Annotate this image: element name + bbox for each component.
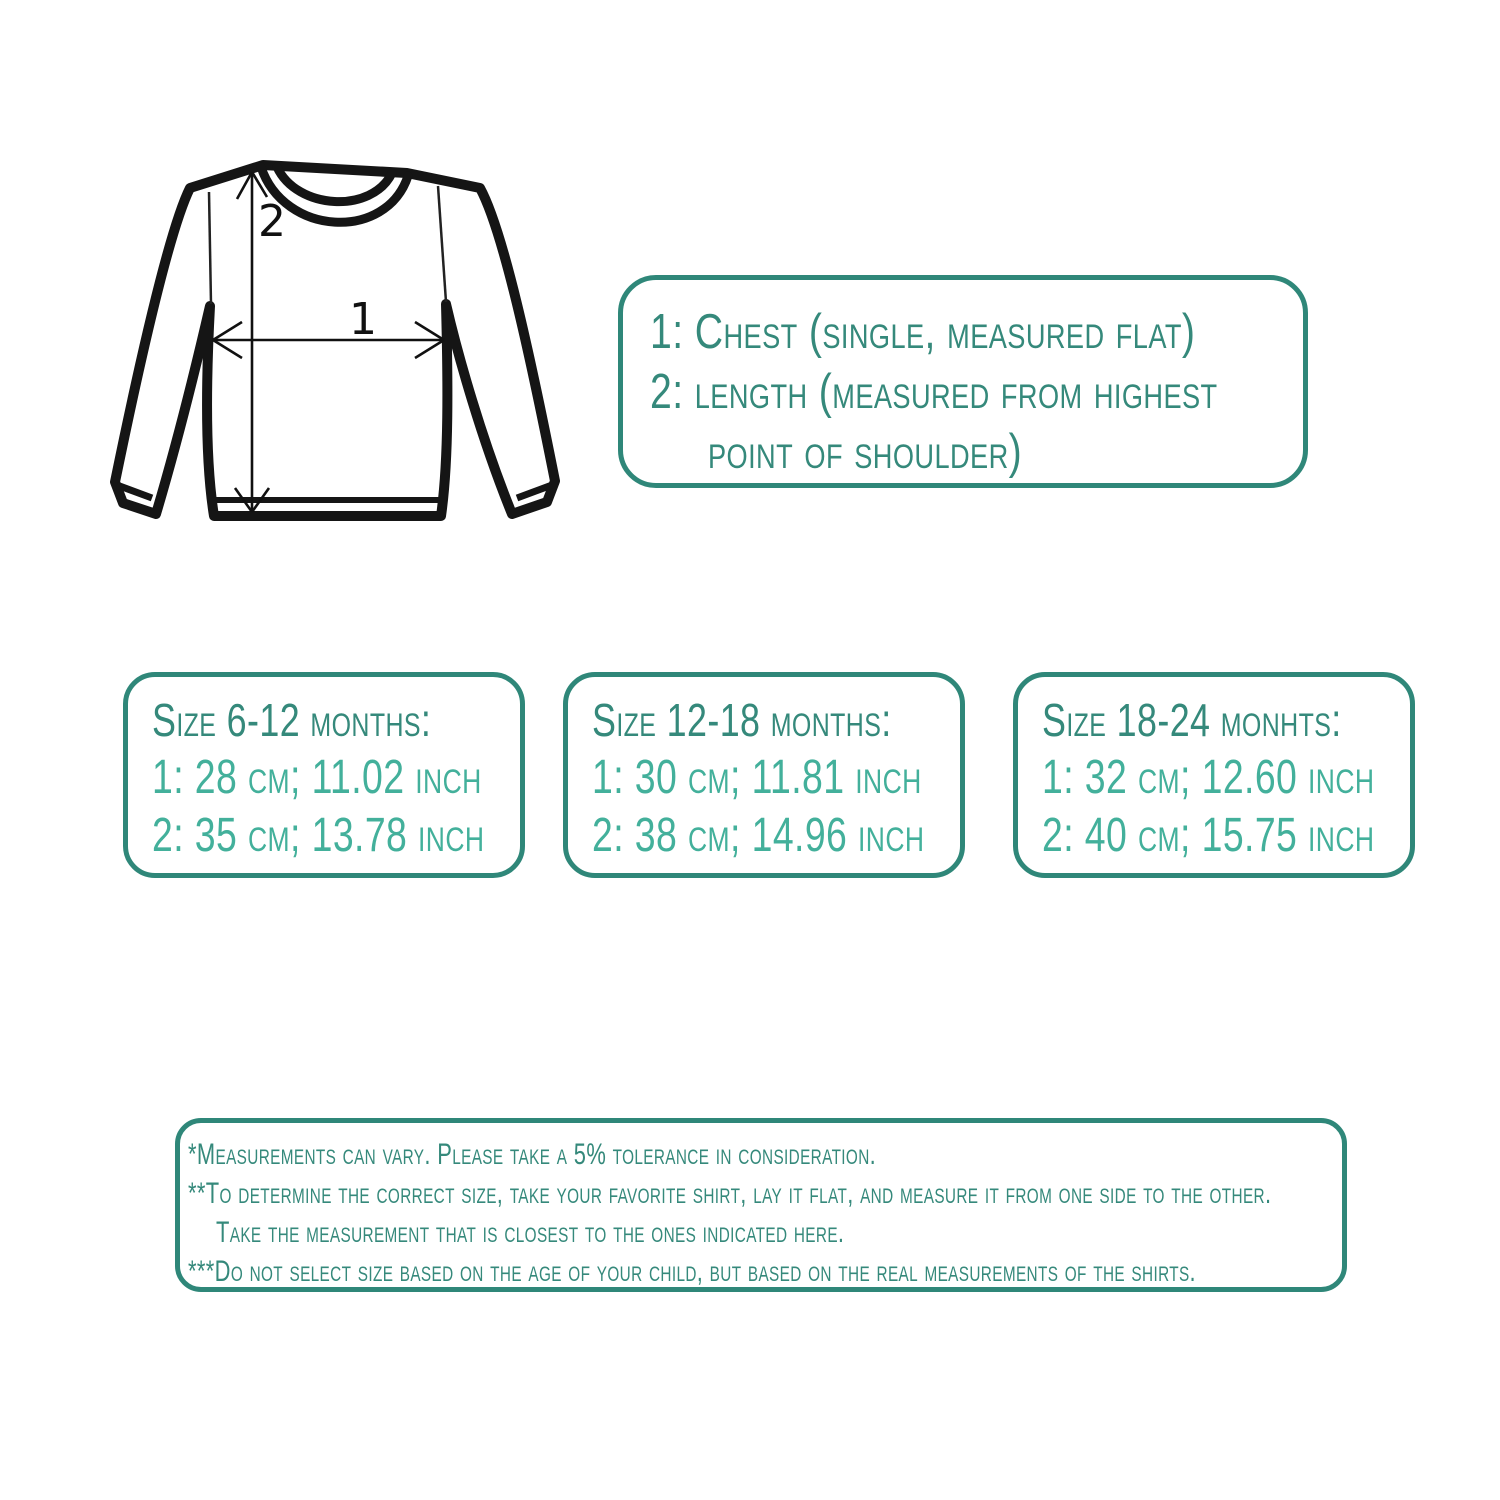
size-card-title-text: Size 12-18 months: xyxy=(592,694,892,746)
size-card-title xyxy=(1042,691,1410,749)
note-how-to-measure-cont xyxy=(188,1213,1342,1252)
legend-line-length xyxy=(650,362,1303,422)
note-age-warning xyxy=(188,1252,1342,1291)
size-card-6-12-months xyxy=(123,672,525,878)
note-how-to-measure-cont-text: Take the measurement that is closest to the ones indicated here. xyxy=(216,1216,845,1249)
size-card-chest-text: 1: 32 cm; 12.60 inch xyxy=(1042,751,1375,804)
legend-line-length-cont-text: point of shoulder) xyxy=(708,425,1023,479)
note-how-to-measure xyxy=(188,1174,1342,1213)
size-card-length-text: 2: 40 cm; 15.75 inch xyxy=(1042,809,1375,862)
size-card-chest xyxy=(592,749,960,807)
footnotes-box xyxy=(175,1118,1347,1292)
shirt-diagram xyxy=(100,140,570,540)
size-card-title xyxy=(152,691,520,749)
size-card-length xyxy=(1042,807,1410,865)
note-how-to-measure-text: **To determine the correct size, take your favorite shirt, lay it flat, and measure it from one side to the other. xyxy=(188,1177,1272,1210)
size-card-chest-text: 1: 28 cm; 11.02 inch xyxy=(152,751,482,804)
legend-line-length-cont xyxy=(650,422,1303,482)
note-age-warning-text: ***Do not select size based on the age of your child, but based on the real measurements of the shirts. xyxy=(188,1255,1197,1288)
measurement-label-1: 1 xyxy=(349,294,377,345)
measurement-label-2: 2 xyxy=(258,196,286,247)
size-card-length-text: 2: 38 cm; 14.96 inch xyxy=(592,809,925,862)
size-card-chest-text: 1: 30 cm; 11.81 inch xyxy=(592,751,922,804)
size-card-chest xyxy=(152,749,520,807)
size-card-title xyxy=(592,691,960,749)
note-tolerance xyxy=(188,1135,1342,1174)
legend-line-chest xyxy=(650,302,1303,362)
size-card-length-text: 2: 35 cm; 13.78 inch xyxy=(152,809,485,862)
note-tolerance-text: *Measurements can vary. Please take a 5% tolerance in consideration. xyxy=(188,1138,877,1171)
size-card-length xyxy=(592,807,960,865)
legend-line-length-text: 2: length (measured from highest xyxy=(650,365,1218,419)
size-card-title-text: Size 18-24 monhts: xyxy=(1042,694,1342,746)
measurement-legend-box xyxy=(618,275,1308,488)
size-card-title-text: Size 6-12 months: xyxy=(152,694,432,746)
size-card-length xyxy=(152,807,520,865)
legend-line-chest-text: 1: Chest (single, measured flat) xyxy=(650,305,1196,359)
size-card-18-24-months xyxy=(1013,672,1415,878)
size-card-12-18-months xyxy=(563,672,965,878)
size-card-chest xyxy=(1042,749,1410,807)
